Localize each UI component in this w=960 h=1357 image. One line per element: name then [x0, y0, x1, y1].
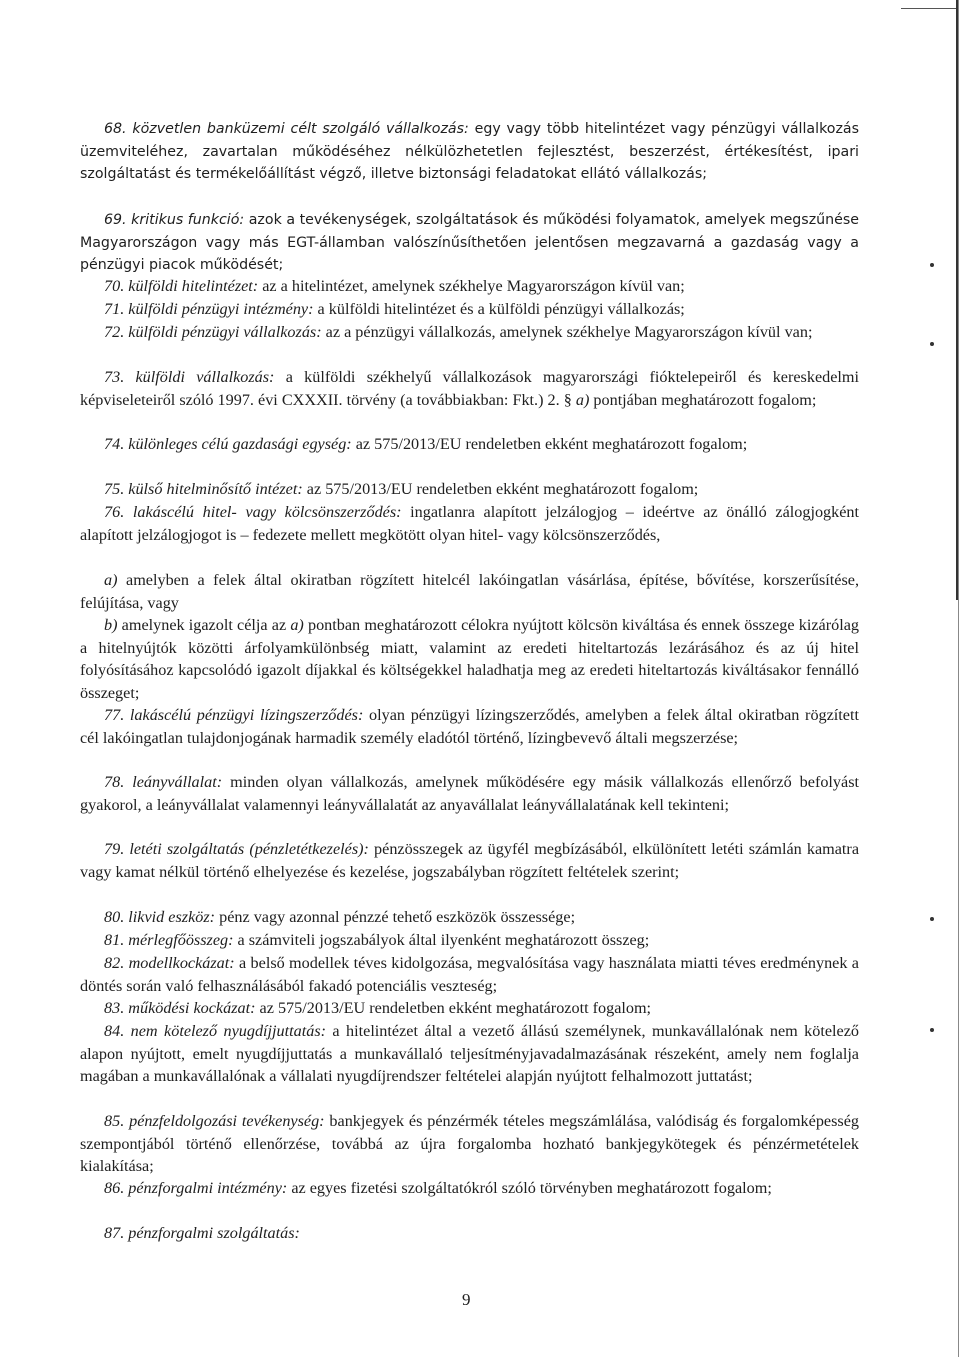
point-reference: a) [290, 616, 304, 634]
definition-text: az a pénzügyi vállalkozás, amelynek székhelye Magyarországon kívül van; [321, 323, 813, 341]
definition-text: pénz vagy azonnal pénzzé tehető eszközök összessége; [215, 908, 576, 926]
scan-speck [930, 1028, 934, 1032]
item-number: 72. [104, 323, 125, 341]
scan-edge-line [901, 8, 958, 9]
scan-speck [930, 263, 934, 267]
definition-item [80, 1177, 859, 1200]
definition-text: a számviteli jogszabályok által ilyenként meghatározott összeg; [233, 931, 650, 949]
item-number: 68. [104, 121, 127, 137]
defined-term: mérlegfőösszeg: [128, 931, 234, 949]
defined-term: leányvállalat: [132, 773, 223, 791]
definition-item [80, 929, 859, 952]
definition-item [80, 1020, 859, 1088]
defined-term: likvid eszköz: [128, 908, 216, 926]
item-number: 74. [104, 435, 125, 453]
definition-text: az a hitelintézet, amelynek székhelye Magyarországon kívül van; [258, 277, 685, 295]
item-number: 86. [104, 1179, 125, 1197]
item-number: 83. [104, 999, 125, 1017]
definition-text: az egyes fizetési szolgáltatókról szóló törvényben meghatározott fogalom; [287, 1179, 772, 1197]
definition-text: ingatlanra alapított jelzálogjog – ideértve az önálló zálogjogként alapított jelzálogjogot is – fedezete mellett megkötött olyan hitel- vagy kölcsönszerződés, [80, 503, 860, 544]
definition-item [80, 1222, 859, 1245]
defined-term: lakáscélú hitel- vagy kölcsönszerződés: [132, 503, 402, 521]
sub-point [80, 614, 859, 704]
definition-text: olyan pénzügyi lízingszerződés, amelyben a felek által okiratban rögzített cél lakóingatlan tulajdonjogának harmadik személy eladótól történő, lízingbevevő általi megszerzése; [80, 706, 859, 747]
definition-item [80, 298, 859, 321]
defined-term: nem kötelező nyugdíjjuttatás: [130, 1022, 327, 1040]
definition-item [80, 366, 859, 411]
point-reference: a) [575, 390, 590, 409]
defined-term: külső hitelminősítő intézet: [128, 480, 303, 498]
defined-term: különleges célú gazdasági egység: [128, 435, 352, 453]
definition-text: minden olyan vállalkozás, amelynek működésére egy másik vállalkozás ellenőrző befolyást gyakorol, a leányvállalat valamennyi leányvállalatát az anyavállalat leányvállalatának kell tekinteni; [80, 773, 860, 814]
sub-point [80, 569, 859, 614]
defined-term: külföldi pénzügyi intézmény: [128, 300, 314, 318]
definition-text: bankjegyek és pénzérmék tételes megszámlálása, valódiság és forgalomképesség szempontjából történő ellenőrzése, továbbá az újra forgalomba hozható bankjegykötegek és pénzérmetételek kialakítása; [80, 1112, 859, 1176]
defined-term: külföldi vállalkozás: [135, 368, 275, 386]
defined-term: pénzforgalmi szolgáltatás: [128, 1224, 300, 1242]
item-number: 70. [104, 277, 125, 295]
definition-text: azok a tevékenységek, szolgáltatások és működési folyamatok, amelyek megszűnése Magyarországon vagy más EGT-államban valószínűsíthetően jelentősen megzavarná a gazdaság vagy a pénzügyi piacok működését; [80, 212, 859, 274]
definition-text-tail: pontban meghatározott célokra nyújtott kölcsön kiváltása és ennek összege kizárólag a hitelnyújtók közötti árfolyamkülönbség miatt, valamint az eredeti hiteltartozás lezárásához és az új hitel folyósításához kapcsolódó igazolt díjakkal és költségekkel haladhatja meg az eredeti hiteltartozás kiváltásakor fennálló összeget; [80, 616, 859, 702]
defined-term: modellkockázat: [128, 954, 235, 972]
definition-text: pénzösszegek az ügyfél megbízásából, elkülönített letéti számlán kamatra vagy kamat nélkül történő elhelyezése és kezelése, jogszabályban rögzített feltételek szerint; [80, 840, 859, 881]
item-number: 82. [104, 954, 125, 972]
item-number: 78. [104, 773, 125, 791]
definition-item [80, 838, 859, 883]
item-number: 75. [104, 480, 125, 498]
definition-item [80, 704, 859, 749]
item-number: 87. [104, 1224, 125, 1242]
definition-item [80, 952, 859, 997]
definition-text: amelynek igazolt célja az [117, 616, 291, 634]
page-number: 9 [462, 1290, 471, 1309]
item-number: 85. [104, 1112, 125, 1130]
definition-item [80, 478, 859, 501]
definition-text: az 575/2013/EU rendeletben ekként meghatározott fogalom; [302, 480, 699, 498]
defined-term: kritikus funkció: [131, 212, 245, 228]
defined-term: külföldi pénzügyi vállalkozás: [128, 323, 322, 341]
point-label: a) [104, 571, 118, 589]
scan-speck [930, 917, 934, 921]
defined-term: pénzfeldolgozási tevékenység: [129, 1112, 325, 1130]
definition-item [80, 433, 859, 456]
item-number: 84. [104, 1022, 125, 1040]
definition-text: a külföldi székhelyű vállalkozások magyarországi fióktelepeiről és kereskedelmi képviseleteiről szóló 1997. évi CXXXII. törvény (a továbbiakban: Fkt.) 2. § [80, 368, 859, 409]
definition-item [80, 209, 859, 277]
item-number: 80. [104, 908, 125, 926]
definition-text: a belső modellek téves kidolgozása, megvalósítása vagy használata miatti téves eredménynek a döntés során való felhasználásából fakadó potenciális veszteség; [80, 954, 859, 995]
defined-term: pénzforgalmi intézmény: [128, 1179, 288, 1197]
defined-term: külföldi hitelintézet: [128, 277, 259, 295]
definition-item [80, 771, 859, 816]
definition-text: a külföldi hitelintézet és a külföldi pénzügyi vállalkozás; [313, 300, 685, 318]
definition-text: a hitelintézet által a vezető állású személynek, munkavállalónak nem kötelező alapon nyújtott, emelt nyugdíjjuttatás a munkavállaló teljesítményjavadalmazásának részeként, amely nem foglalja magában a munkavállalónak a vállalati nyugdíjrendszer feltételei alapján nyújtott felhalmozott juttatást; [80, 1022, 859, 1086]
defined-term: működési kockázat: [128, 999, 256, 1017]
definition-text: az 575/2013/EU rendeletben ekként meghatározott fogalom; [351, 435, 748, 453]
defined-term: közvetlen banküzemi célt szolgáló vállalkozás: [132, 121, 469, 137]
definition-item [80, 906, 859, 929]
definition-text: az 575/2013/EU rendeletben ekként meghatározott fogalom; [255, 999, 652, 1017]
definition-item [80, 997, 859, 1020]
definition-text: egy vagy több hitelintézet vagy pénzügyi vállalkozás üzemviteléhez, zavartalan működéséhez nélkülözhetetlen fejlesztést, beszerzést, értékesítést, ipari szolgáltatást és termékelőállítást végző, illetve biztonsági feladatokat ellátó vállalkozás; [80, 121, 859, 183]
item-number: 81. [104, 931, 125, 949]
scan-speck [930, 342, 934, 346]
definition-item [80, 321, 859, 344]
item-number: 69. [104, 212, 127, 228]
definition-text-tail: pontjában meghatározott fogalom; [589, 390, 817, 409]
definition-item [80, 1110, 859, 1178]
item-number: 73. [104, 368, 125, 386]
point-label: b) [104, 616, 118, 634]
definition-text: amelyben a felek által okiratban rögzített hitelcél lakóingatlan vásárlása, építése, bővítése, korszerűsítése, felújítása, vagy [80, 571, 859, 612]
defined-term: lakáscélú pénzügyi lízingszerződés: [129, 706, 364, 724]
item-number: 71. [104, 300, 125, 318]
item-number: 77. [104, 706, 125, 724]
item-number: 79. [104, 840, 125, 858]
definition-item [80, 275, 859, 298]
item-number: 76. [104, 503, 125, 521]
scan-edge-line [958, 0, 959, 1357]
definition-item [80, 118, 859, 186]
defined-term: letéti szolgáltatás (pénzletétkezelés): [129, 840, 369, 858]
definition-item [80, 501, 859, 546]
